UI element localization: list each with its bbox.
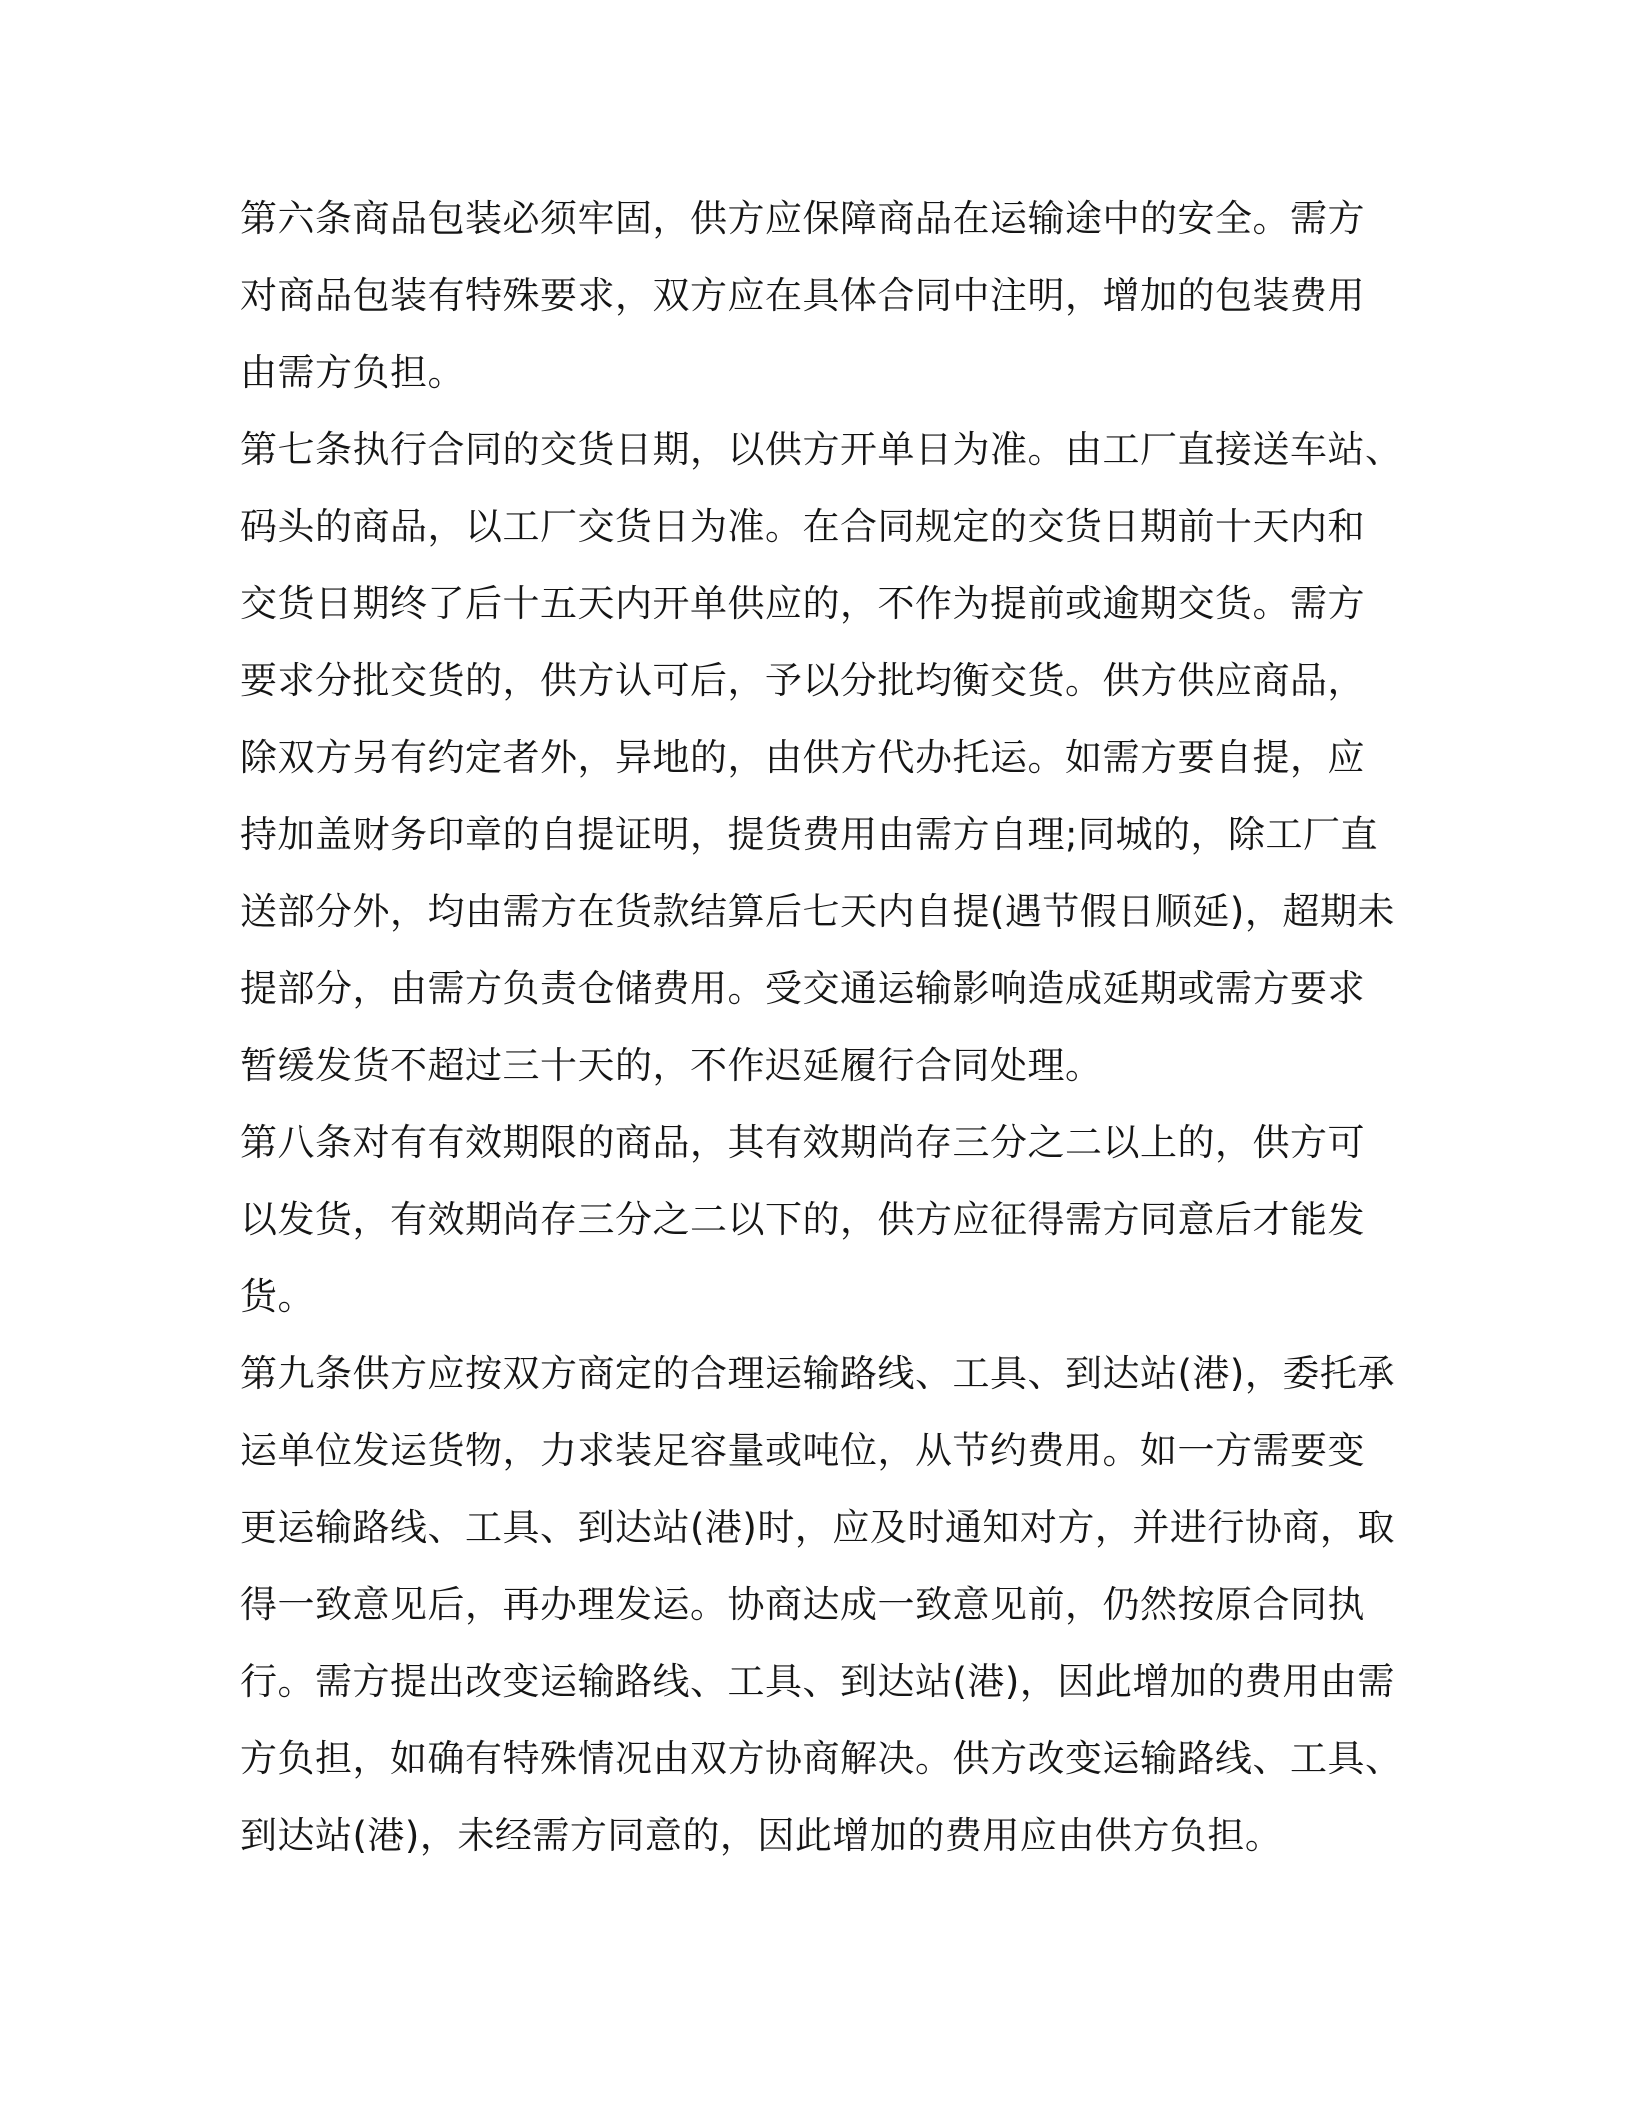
- text-line: 第七条执行合同的交货日期，以供方开单日为准。由工厂直接送车站、: [240, 428, 1403, 471]
- text-line: 暂缓发货不超过三十天的，不作迟延履行合同处理。: [240, 1044, 1103, 1087]
- paragraph-article-8: [240, 1104, 1390, 1335]
- text-line: 由需方负担。: [240, 351, 465, 394]
- text-line: 第六条商品包装必须牢固，供方应保障商品在运输途中的安全。需方: [240, 197, 1365, 240]
- text-line: 运单位发运货物，力求装足容量或吨位，从节约费用。如一方需要变: [240, 1429, 1365, 1472]
- text-line: 方负担，如确有特殊情况由双方协商解决。供方改变运输路线、工具、: [240, 1737, 1403, 1780]
- paragraph-article-6: [240, 180, 1390, 411]
- text-line: 送部分外，均由需方在货款结算后七天内自提(遇节假日顺延)，超期未: [240, 890, 1395, 933]
- text-line: 要求分批交货的，供方认可后，予以分批均衡交货。供方供应商品，: [240, 659, 1365, 702]
- text-line: 得一致意见后，再办理发运。协商达成一致意见前，仍然按原合同执: [240, 1583, 1365, 1626]
- text-line: 第八条对有有效期限的商品，其有效期尚存三分之二以上的，供方可: [240, 1121, 1365, 1164]
- paragraph-article-7: [240, 411, 1403, 1104]
- text-line: 货。: [240, 1275, 315, 1318]
- text-line: 第九条供方应按双方商定的合理运输路线、工具、到达站(港)，委托承: [240, 1352, 1395, 1395]
- text-line: 更运输路线、工具、到达站(港)时，应及时通知对方，并进行协商，取: [240, 1506, 1395, 1549]
- paragraph-article-9: [240, 1335, 1403, 1874]
- text-line: 对商品包装有特殊要求，双方应在具体合同中注明，增加的包装费用: [240, 274, 1365, 317]
- text-line: 持加盖财务印章的自提证明，提货费用由需方自理;同城的，除工厂直: [240, 813, 1378, 856]
- text-line: 提部分，由需方负责仓储费用。受交通运输影响造成延期或需方要求: [240, 967, 1365, 1010]
- text-line: 以发货，有效期尚存三分之二以下的，供方应征得需方同意后才能发: [240, 1198, 1365, 1241]
- text-line: 到达站(港)，未经需方同意的，因此增加的费用应由供方负担。: [240, 1814, 1283, 1857]
- text-line: 除双方另有约定者外，异地的，由供方代办托运。如需方要自提，应: [240, 736, 1365, 779]
- text-line: 码头的商品，以工厂交货日为准。在合同规定的交货日期前十天内和: [240, 505, 1365, 548]
- text-line: 交货日期终了后十五天内开单供应的，不作为提前或逾期交货。需方: [240, 582, 1365, 625]
- document-body: [240, 180, 1403, 1874]
- text-line: 行。需方提出改变运输路线、工具、到达站(港)，因此增加的费用由需: [240, 1660, 1395, 1703]
